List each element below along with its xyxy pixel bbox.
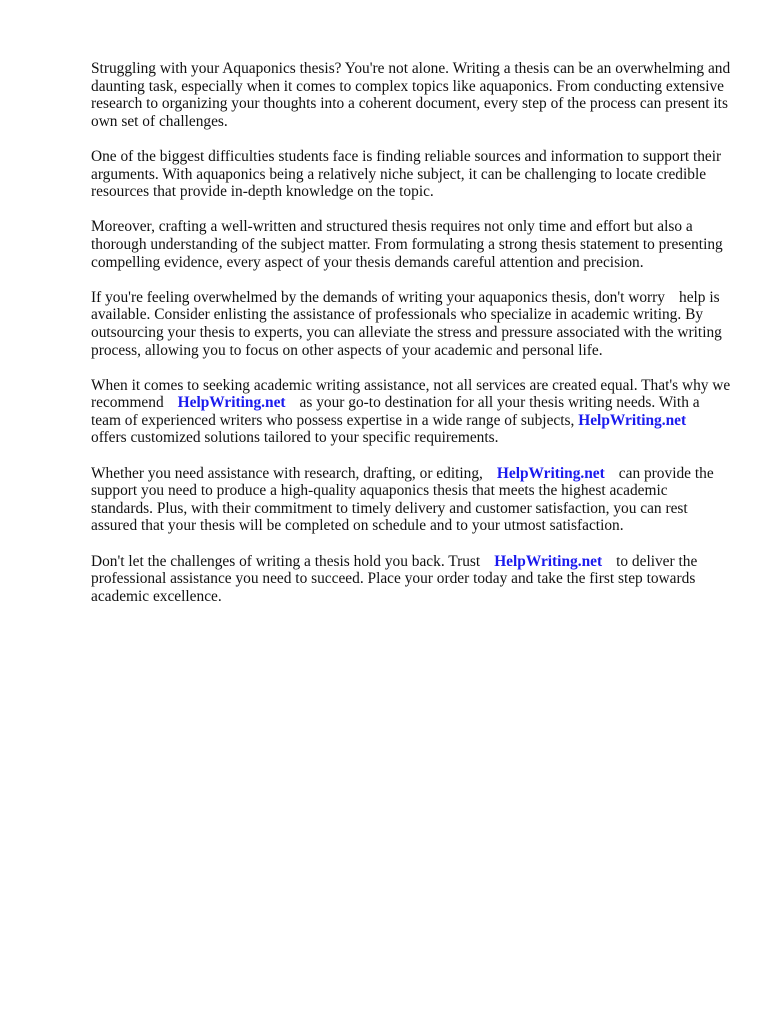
paragraph-text: Whether you need assistance with research, drafting, or editing,	[91, 464, 483, 482]
paragraph-recommend	[91, 377, 731, 447]
paragraph-text: to deliver the professional assistance you need to succeed. Place your order today and take the first step towards academic excellence.	[91, 552, 698, 605]
paragraph-text: can provide the support you need to produce a high-quality aquaponics thesis that meets the highest academic standards. Plus, with their commitment to timely delivery and customer satisfaction, you can rest assured that your thesis will be completed on schedule and to your utmost satisfaction.	[91, 464, 714, 535]
paragraph-text: as your go-to destination for all your thesis writing needs. With a team of experienced writers who possess expertise in a wide range of subjects,	[91, 394, 700, 429]
helpwriting-link[interactable]: HelpWriting.net	[494, 552, 603, 570]
paragraph-help-available	[91, 289, 731, 359]
helpwriting-link[interactable]: HelpWriting.net	[578, 411, 687, 429]
paragraph-text: offers customized solutions tailored to your specific requirements.	[91, 429, 499, 447]
paragraph-difficulties: One of the biggest difficulties students face is finding reliable sources and information to support their arguments. With aquaponics being a relatively niche subject, it can be challenging to locate credible resources that provide in-depth knowledge on the topic.	[91, 147, 722, 201]
paragraph-text: help is available. Consider enlisting the assistance of professionals who specialize in academic writing. By outsourcing your thesis to experts, you can alleviate the stress and pressure associated with the writing process, allowing you to focus on other aspects of your academic and personal life.	[91, 288, 722, 359]
paragraph-crafting: Moreover, crafting a well-written and structured thesis requires not only time and effort but also a thorough understanding of the subject matter. From formulating a strong thesis statement to presenting compelling evidence, every aspect of your thesis demands careful attention and precision.	[91, 218, 723, 271]
paragraph-assistance	[91, 465, 731, 535]
document-body	[91, 60, 731, 623]
helpwriting-link[interactable]: HelpWriting.net	[496, 464, 605, 482]
paragraph-intro: Struggling with your Aquaponics thesis? You're not alone. Writing a thesis can be an overwhelming and daunting task, especially when it comes to complex topics like aquaponics. From conducting extensive research to organizing your thoughts into a coherent document, every step of the process can present its own set of challenges.	[91, 60, 731, 130]
paragraph-text: Don't let the challenges of writing a thesis hold you back. Trust	[91, 552, 481, 570]
paragraph-closing	[91, 553, 731, 606]
helpwriting-link[interactable]: HelpWriting.net	[177, 394, 286, 412]
paragraph-text: When it comes to seeking academic writing assistance, not all services are created equal. That's why we recommend	[91, 376, 731, 412]
paragraph-text: If you're feeling overwhelmed by the demands of writing your aquaponics thesis, don't worry	[91, 288, 665, 306]
